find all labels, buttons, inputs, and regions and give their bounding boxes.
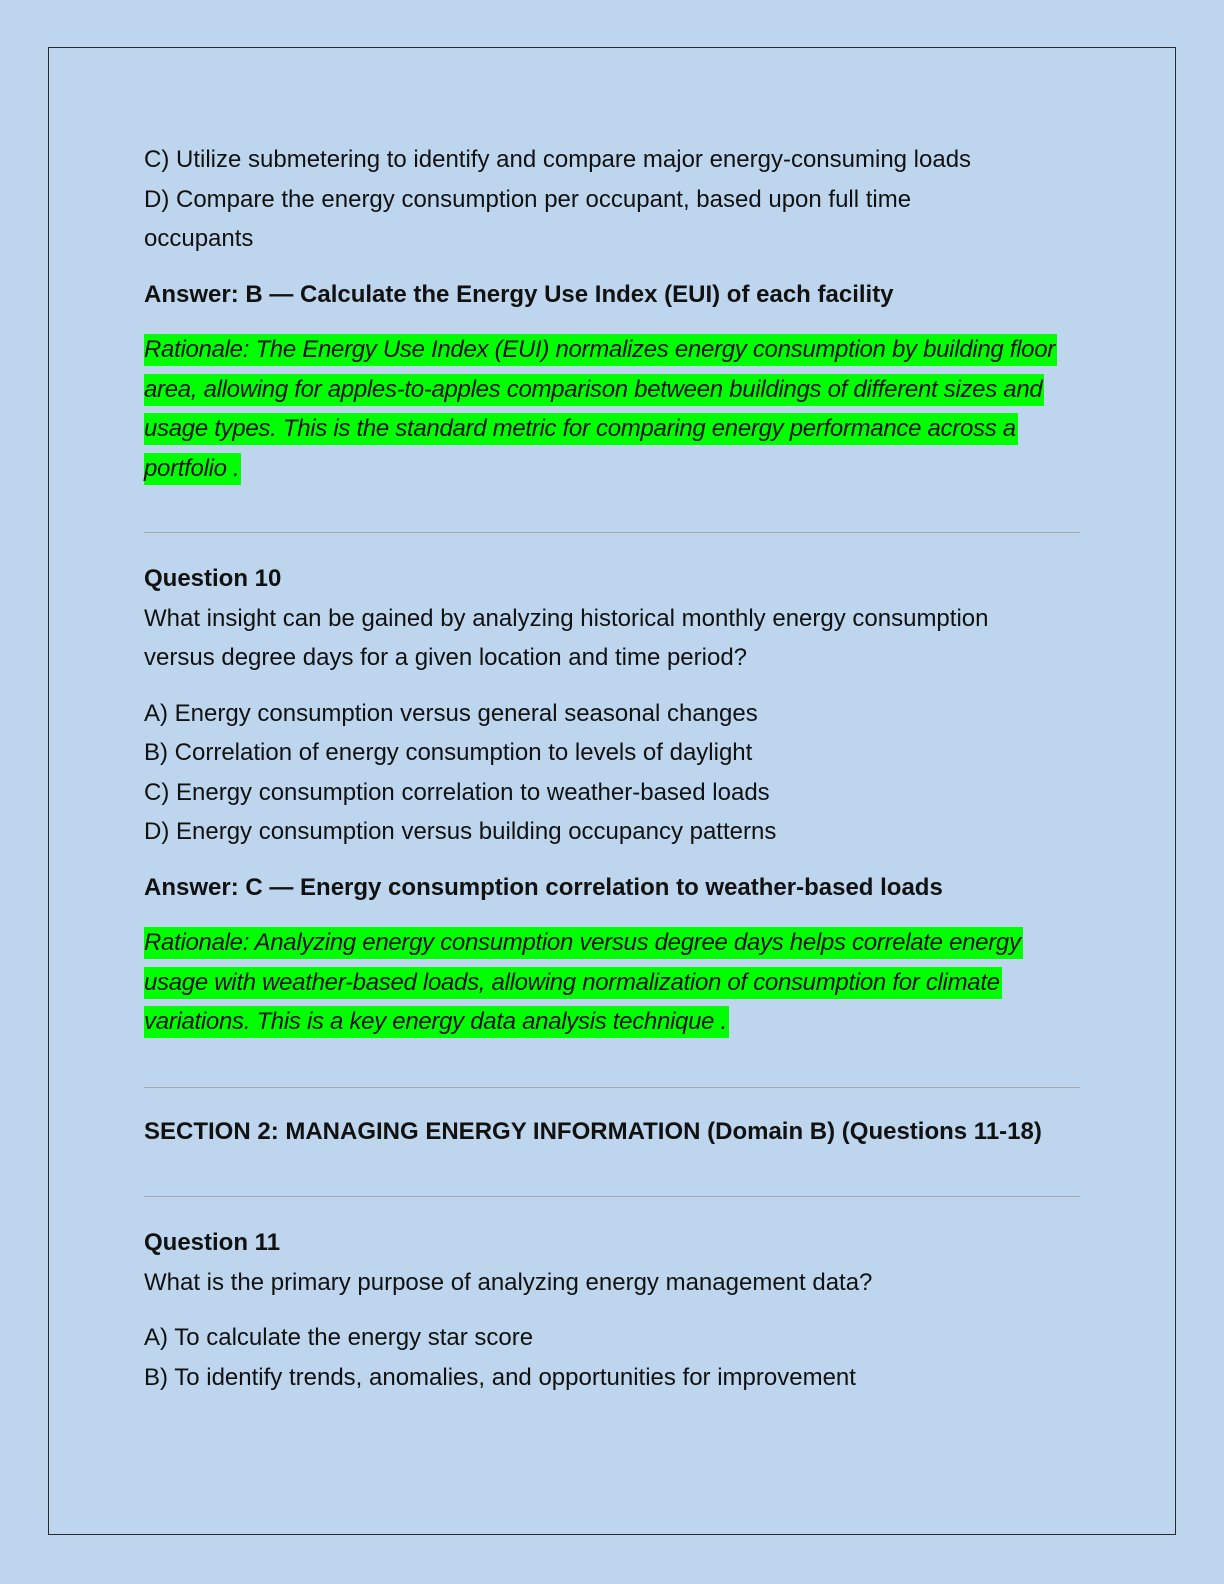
q9-answer: Answer: B — Calculate the Energy Use Index (EUI) of each facility (144, 280, 894, 308)
q9-option-c: C) Utilize submetering to identify and compare major energy-consuming loads (144, 146, 972, 173)
q10-prompt: What insight can be gained by analyzing historical monthly energy consumption versus degree days for a given location and time period? (144, 604, 989, 671)
q9-option-d: D) Compare the energy consumption per occupant, based upon full time occupants (144, 185, 912, 252)
q10-heading: Question 10 (144, 565, 282, 592)
q11-option-b: B) To identify trends, anomalies, and opportunities for improvement (144, 1363, 856, 1391)
q9-rationale (144, 330, 1074, 488)
q10-answer: Answer: C — Energy consumption correlation to weather-based loads (144, 873, 943, 901)
q11-prompt: What is the primary purpose of analyzing energy management data? (144, 1268, 873, 1296)
q10-option-d: D) Energy consumption versus building occupancy patterns (144, 818, 777, 845)
section-title: SECTION 2: MANAGING ENERGY INFORMATION (Domain B) (Questions 11-18) (144, 1117, 1042, 1145)
divider (144, 532, 1080, 533)
q10-rationale-text: Rationale: Analyzing energy consumption versus degree days helps correlate energy usage with weather-based loads, allowing normalization of consumption for climate variations. This is a key energy data analysis technique . (144, 927, 1023, 1038)
q11-heading: Question 11 (144, 1229, 281, 1256)
q10-rationale (144, 923, 1064, 1042)
divider (144, 1087, 1080, 1088)
q10-option-b: B) Correlation of energy consumption to levels of daylight (144, 739, 753, 766)
q9-rationale-text: Rationale: The Energy Use Index (EUI) normalizes energy consumption by building floor area, allowing for apples-to-apples comparison between buildings of different sizes and usage types. This is the standard metric for comparing energy performance across a portfolio . (144, 334, 1057, 485)
q11-option-a: A) To calculate the energy star score (144, 1324, 534, 1351)
divider (144, 1196, 1080, 1197)
q10-option-c: C) Energy consumption correlation to weather-based loads (144, 778, 770, 806)
document-body (144, 140, 1080, 1397)
q10-option-a: A) Energy consumption versus general seasonal changes (144, 699, 758, 727)
